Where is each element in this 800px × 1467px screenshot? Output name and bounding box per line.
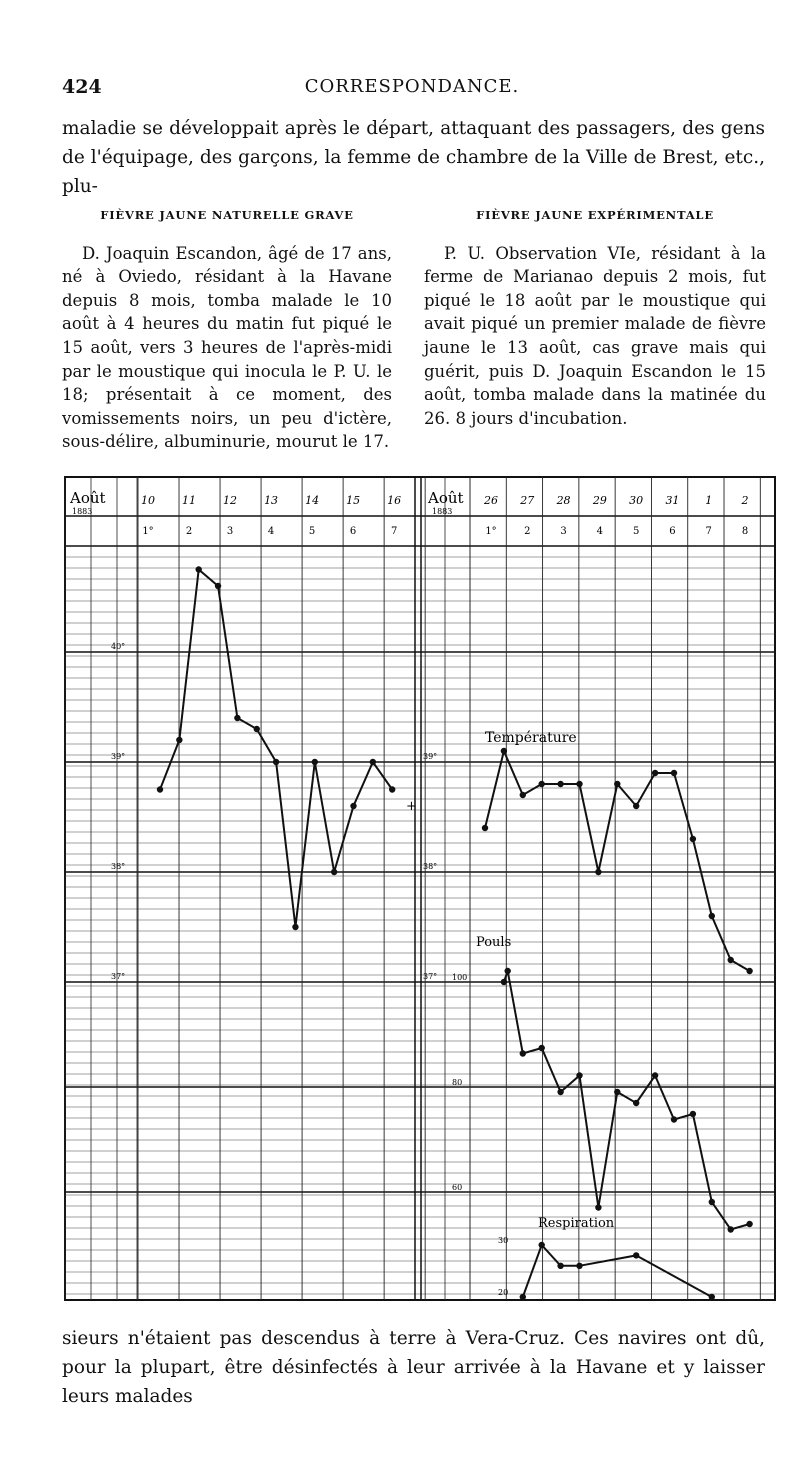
right-pouls-point (671, 1116, 677, 1122)
right-pouls-point (633, 1100, 639, 1106)
right-day-label: 8 (741, 526, 749, 537)
left-y-tick-label: 38° (111, 862, 126, 871)
right-pouls-point (520, 1050, 526, 1056)
left-temperature-point (196, 566, 202, 572)
right-date-label: 30 (629, 494, 644, 507)
left-column (62, 204, 392, 454)
right-date-label: 26 (484, 494, 498, 507)
left-date-label: 16 (387, 494, 402, 507)
left-day-label: 5 (308, 526, 316, 537)
right-temperature-point (520, 792, 526, 798)
right-pouls-point (690, 1111, 696, 1117)
left-column-text: D. Joaquin Escandon, âgé de 17 ans, né à Oviedo, résidant à la Havane depuis 8 mois, tomba malade le 10 août à 4 heures du matin fut piqué le 15 août, vers 3 heures de l'après-midi par le moustique qui inocula le P. U. le 18; présentait à ce moment, des vomissements noirs, un peu d'ictère, sous-délire, albuminurie, mourut le 17. (62, 243, 392, 452)
fever-chart-svg (50, 476, 776, 1302)
right-temperature-tick-label: 39° (423, 752, 438, 761)
left-day-label: 7 (390, 526, 398, 537)
right-pouls-point (595, 1204, 601, 1210)
left-day-label: 4 (267, 526, 275, 537)
right-respiration-line (523, 1245, 712, 1297)
left-temperature-point (370, 759, 376, 765)
right-pouls-point (504, 968, 510, 974)
left-temperature-point (331, 869, 337, 875)
left-day-label: 2 (185, 526, 193, 537)
page-number: 424 (62, 76, 102, 98)
right-date-label: 29 (592, 494, 607, 507)
series-label-respiration: Respiration (538, 1216, 615, 1231)
right-temperature-point (539, 781, 545, 787)
left-y-tick-label: 37° (111, 972, 126, 981)
left-date-label: 12 (223, 494, 238, 507)
left-day-label: 6 (349, 526, 357, 537)
right-year-label: 1883 (432, 507, 453, 516)
left-day-label: 1° (142, 526, 154, 537)
right-pouls-tick-label: 80 (452, 1078, 463, 1087)
right-pouls-point (728, 1226, 734, 1232)
right-pouls-point (576, 1072, 582, 1078)
right-temperature-point (690, 836, 696, 842)
fever-chart (50, 476, 776, 1302)
right-date-label: 27 (520, 494, 535, 507)
left-date-label: 11 (182, 494, 197, 507)
series-label-temperature: Température (485, 730, 577, 746)
right-temperature-point (576, 781, 582, 787)
right-date-label: 1 (705, 494, 713, 507)
right-column-heading: FIÈVRE JAUNE EXPÉRIMENTALE (476, 208, 714, 222)
right-day-label: 2 (524, 526, 531, 537)
right-respiration-tick-label: 30 (498, 1236, 509, 1245)
right-temperature-point (671, 770, 677, 776)
left-temperature-point (176, 737, 182, 743)
right-date-label: 31 (665, 494, 680, 507)
right-column (424, 204, 766, 430)
chart-frame (65, 477, 775, 1300)
series-label-pouls: Pouls (476, 935, 512, 950)
right-respiration-point (520, 1294, 526, 1300)
left-temperature-point (215, 583, 221, 589)
right-pouls-tick-label: 60 (452, 1183, 463, 1192)
left-year-label: 1883 (72, 507, 93, 516)
left-temperature-point (273, 759, 279, 765)
right-day-label: 5 (632, 526, 640, 537)
right-pouls-point (746, 1221, 752, 1227)
right-temperature-point (482, 825, 488, 831)
right-respiration-point (539, 1242, 545, 1248)
right-pouls-point (652, 1072, 658, 1078)
left-temperature-point (292, 924, 298, 930)
right-day-label: 4 (596, 526, 604, 537)
right-respiration-point (576, 1263, 582, 1269)
left-date-label: 14 (305, 494, 320, 507)
left-column-heading: FIÈVRE JAUNE NATURELLE GRAVE (100, 208, 354, 222)
right-temperature-point (652, 770, 658, 776)
right-date-label: 2 (741, 494, 749, 507)
right-day-label: 3 (560, 526, 567, 537)
right-temperature-point (633, 803, 639, 809)
paragraph-bottom: sieurs n'étaient pas descendus à terre à Vera-Cruz. Ces navires ont dû, pour la plupart, être désinfectés à leur arrivée à la Havane et y laisser leurs malades (62, 1328, 765, 1407)
right-temperature-point (709, 913, 715, 919)
right-respiration-tick-label: 20 (498, 1288, 509, 1297)
right-pouls-line (504, 971, 750, 1230)
right-temperature-point (557, 781, 563, 787)
right-temperature-point (728, 957, 734, 963)
left-date-label: 10 (141, 494, 155, 507)
right-respiration-point (709, 1294, 715, 1300)
right-temperature-point (746, 968, 752, 974)
right-pouls-point (557, 1089, 563, 1095)
left-temperature-point (234, 715, 240, 721)
right-column-text: P. U. Observation VIe, résidant à la ferme de Marianao depuis 2 mois, fut piqué le 18 août par le moustique qui avait piqué un premier malade de fièvre jaune le 13 août, cas grave mais qui guérit, puis D. Joaquin Escandon le 15 août, tomba malade dans la matinée du 26. 8 jours d'incubation. (424, 243, 766, 428)
right-month-label: Août (428, 489, 464, 507)
right-temperature-tick-label: 37° (423, 972, 438, 981)
paragraph-top: maladie se développait après le départ, attaquant des passagers, des gens de l'équipage, des garçons, la femme de chambre de la Ville de Brest, etc., plu- (62, 118, 765, 197)
right-date-label: 28 (556, 494, 571, 507)
cross-marker: + (406, 799, 417, 814)
left-date-label: 15 (346, 494, 361, 507)
right-day-label: 6 (669, 526, 676, 537)
right-temperature-point (614, 781, 620, 787)
right-pouls-point (501, 979, 507, 985)
right-respiration-point (557, 1263, 563, 1269)
left-y-tick-label: 40° (111, 642, 126, 651)
page-header (62, 76, 762, 106)
right-temperature-tick-label: 38° (423, 862, 438, 871)
right-respiration-point (633, 1252, 639, 1258)
left-y-tick-label: 39° (111, 752, 126, 761)
left-day-label: 3 (226, 526, 234, 537)
right-day-label: 1° (485, 526, 497, 537)
left-temperature-point (389, 786, 395, 792)
left-temperature-point (254, 726, 260, 732)
left-month-label: Août (70, 489, 106, 507)
right-pouls-point (614, 1089, 620, 1095)
right-temperature-point (501, 748, 507, 754)
right-day-label: 7 (705, 526, 712, 537)
right-pouls-point (539, 1045, 545, 1051)
right-pouls-tick-label: 100 (452, 973, 468, 982)
left-temperature-point (350, 803, 356, 809)
left-temperature-point (157, 786, 163, 792)
right-temperature-point (595, 869, 601, 875)
left-temperature-point (312, 759, 318, 765)
left-date-label: 13 (264, 494, 279, 507)
right-pouls-point (709, 1199, 715, 1205)
running-head: CORRESPONDANCE. (304, 76, 520, 97)
